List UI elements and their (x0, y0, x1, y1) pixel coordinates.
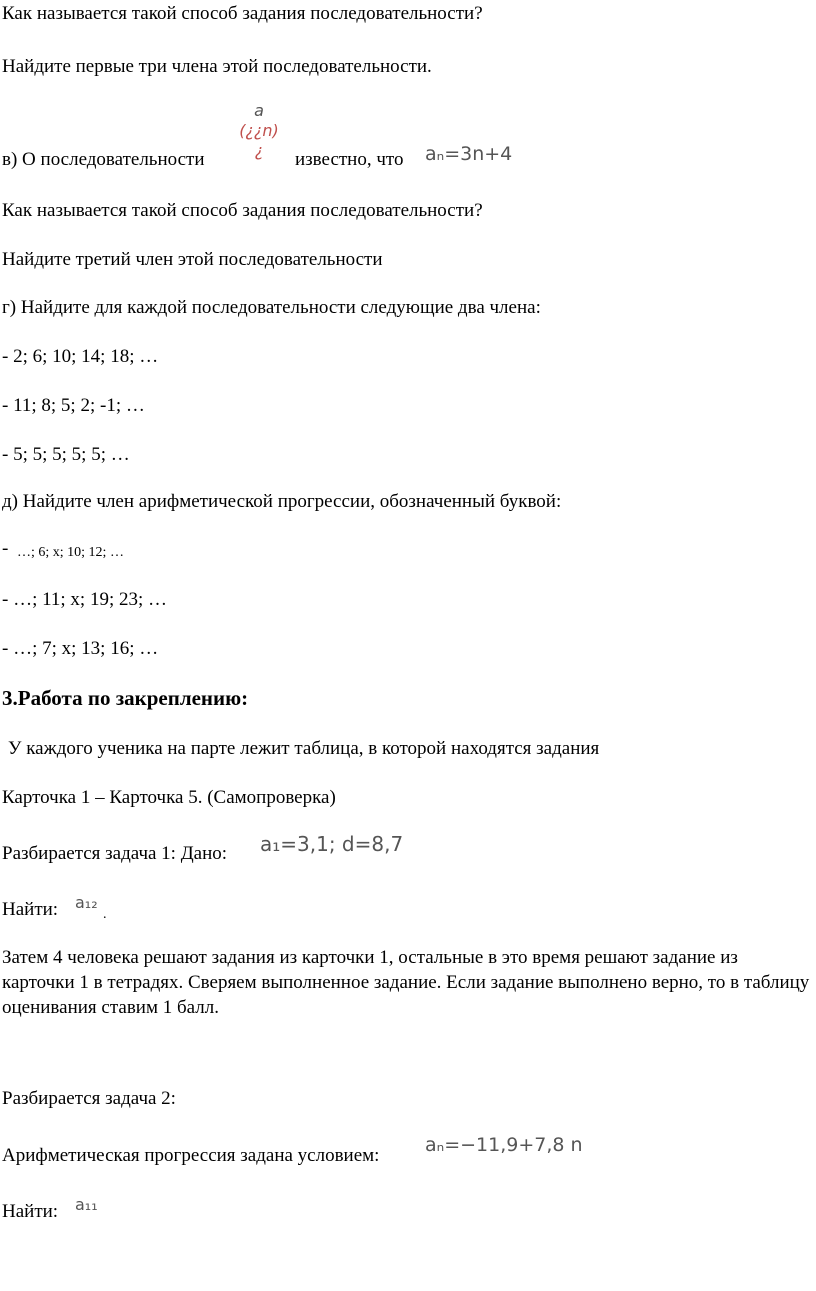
formula-a11: a₁₁ (75, 1195, 98, 1214)
formula-an-condition: aₙ=−11,9+7,8 n (425, 1134, 583, 1156)
cards-text: Карточка 1 – Карточка 5. (Самопроверка) (2, 787, 336, 808)
table-text: У каждого ученика на парте лежит таблица, в которой находятся задания (8, 738, 600, 759)
v-known: известно, что (295, 149, 404, 170)
progression-condition: Арифметическая прогрессия задана условием: (2, 1145, 380, 1166)
seq-mid: (¿¿n) (239, 121, 279, 140)
find-label-1: Найти: (2, 899, 59, 920)
section-heading: 3.Работа по закреплению: (2, 686, 249, 710)
sequence-notation-image (230, 101, 288, 161)
question-method-1: Как называется такой способ задания последовательности? (2, 3, 483, 24)
find-dot: . (103, 907, 107, 922)
progression-1: …; 6; x; 10; 12; … (17, 545, 124, 560)
task-1-given: Разбирается задача 1: Дано: (2, 843, 228, 864)
d-task: д) Найдите член арифметической прогрессии, обозначенный буквой: (2, 491, 562, 512)
progression-2: - …; 11; x; 19; 23; … (2, 589, 168, 610)
progression-3: - …; 7; x; 13; 16; … (2, 638, 159, 659)
find-first-three: Найдите первые три члена этой последовательности. (2, 56, 432, 77)
formula-given: a₁=3,1; d=8,7 (260, 832, 404, 856)
seq-top: a (254, 101, 264, 120)
sequence-3: - 5; 5; 5; 5; 5; … (2, 444, 130, 465)
g-task: г) Найдите для каждой последовательности следующие два члена: (2, 297, 541, 318)
task-2: Разбирается задача 2: (2, 1088, 176, 1109)
progression-1-dash: - (2, 538, 9, 559)
paragraph-solve: Затем 4 человека решают задания из карточки 1, остальные в это время решают задание из карточки 1 в тетрадях. Сверяем выполненное задание. Если задание выполнено верно, то в таблицу оценивания ставим 1 балл. (2, 947, 810, 1018)
sequence-2: - 11; 8; 5; 2; -1; … (2, 395, 145, 416)
question-method-2: Как называется такой способ задания последовательности? (2, 200, 483, 221)
find-label-2: Найти: (2, 1201, 59, 1222)
formula-an-3n-4: aₙ=3n+4 (425, 143, 513, 165)
v-prefix: в) О последовательности (2, 149, 205, 170)
find-third: Найдите третий член этой последовательности (2, 249, 383, 270)
sequence-1: - 2; 6; 10; 14; 18; … (2, 346, 159, 367)
seq-bot: ¿ (254, 141, 264, 160)
formula-a12: a₁₂ (75, 893, 98, 912)
